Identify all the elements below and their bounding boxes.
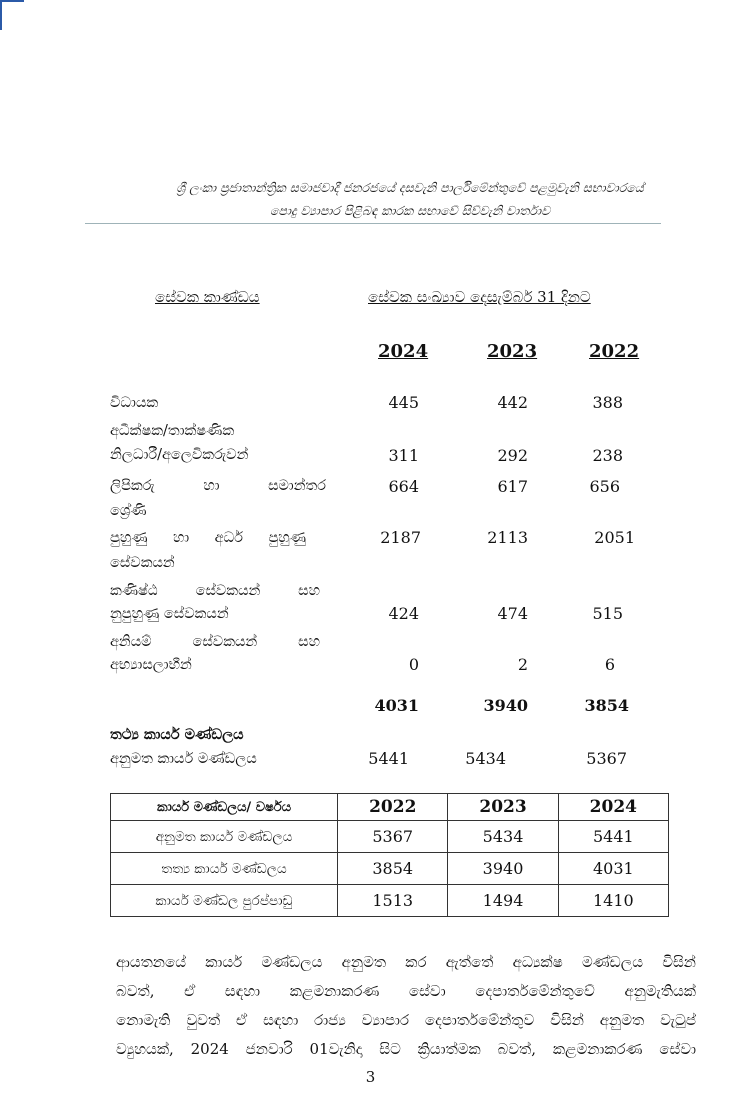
summary-header-2024: 2024 — [558, 794, 668, 821]
cell-clerical-2022: 656 — [589, 477, 620, 496]
cell-skilled-2024: 2187 — [380, 528, 421, 547]
approved-cadre-label: අනුමත කාර්ය මණ්ඩලය — [110, 751, 257, 767]
category-heading: සේවක කාණ්ඩය — [155, 288, 260, 306]
row-label-skilled-line2: සේවකයන් — [110, 555, 175, 571]
summary-cell: 1410 — [558, 885, 668, 917]
summary-cell: 5367 — [338, 821, 448, 853]
approved-2022: 5367 — [586, 749, 627, 768]
row-label-casual-line1: අනියම් සේවකයන් සහ — [110, 634, 320, 650]
row-label-clerical-line2: ශ්‍රේණි — [110, 503, 147, 519]
page-number: 3 — [365, 1068, 376, 1086]
cell-casual-2024: 0 — [408, 655, 419, 674]
summary-cell: 3940 — [448, 853, 558, 885]
paragraph-line: නොමැති වුවත් ඒ සඳහා රාජ්‍ය ව්‍යාපාර දෙපාර්තමේන්තුව විසින් අනුමත වැටුප් — [116, 1011, 696, 1029]
summary-header-row — [111, 794, 669, 821]
cell-skilled-2022: 2051 — [594, 528, 635, 547]
cell-supervisory-2023: 292 — [497, 446, 528, 465]
cell-junior-2023: 474 — [497, 604, 528, 623]
cadre-summary-table — [110, 793, 669, 917]
summary-header-2023: 2023 — [448, 794, 558, 821]
summary-row-label-vacancies: කාර්ය මණ්ඩල පුරප්පාඩු — [111, 885, 338, 917]
row-label-supervisory-line2: නිලධාරී/අලෙවිකරුවන් — [110, 447, 249, 463]
paragraph-line: ආයතනයේ කාර්ය මණ්ඩලය අනුමත කර ඇත්තේ අධ්‍යක්ෂ මණ්ඩලය විසින් — [116, 953, 696, 971]
summary-row-label-actual: තත්‍ය කාර්ය මණ්ඩලය — [111, 853, 338, 885]
total-2024: 4031 — [374, 696, 419, 715]
summary-cell: 5434 — [448, 821, 558, 853]
actual-cadre-label: තථ්‍ය කාර්ය මණ්ඩලය — [110, 726, 244, 743]
summary-header-category: කාර්ය මණ්ඩලය/ වර්ෂය — [111, 794, 338, 821]
approved-2023: 5434 — [465, 749, 506, 768]
total-2022: 3854 — [584, 696, 629, 715]
cell-junior-2022: 515 — [592, 604, 623, 623]
row-label-junior-line1: කණිෂ්ඨ සේවකයන් සහ — [110, 583, 320, 599]
summary-cell: 1494 — [448, 885, 558, 917]
year-header-2024: 2024 — [378, 341, 429, 362]
cell-clerical-2023: 617 — [497, 477, 528, 496]
count-heading: සේවක සංඛ්‍යාව දෙසැම්බර් 31 දිනට — [368, 288, 591, 306]
cell-executive-2023: 442 — [497, 393, 528, 412]
total-2023: 3940 — [483, 696, 528, 715]
paragraph-line: ව්‍යුහයක්, 2024 ජනවාරි 01වැනිදා සිට ක්‍රියාත්මක බවත්, කළමනාකරණ සේවා — [116, 1040, 696, 1058]
year-header-2022: 2022 — [589, 341, 640, 362]
row-label-clerical-line1: ලිපිකරු හා සමාන්තර — [110, 478, 326, 494]
row-label-junior-line2: නුපුහුණු සේවකයන් — [110, 606, 229, 622]
row-label-skilled-line1: පුහුණු හා අර්ධ පුහුණු — [110, 530, 306, 546]
table-row — [111, 885, 669, 917]
row-label-casual-line2: අභ්‍යාසලාභීන් — [110, 657, 192, 673]
paragraph-line: බවත්, ඒ සඳහා කළමනාකරණ සේවා දෙපාර්තමේන්තුවේ අනුමැතියක් — [116, 982, 696, 1000]
summary-row-label-approved: අනුමත කාර්ය මණ්ඩලය — [111, 821, 338, 853]
cell-casual-2022: 6 — [604, 655, 615, 674]
report-header-line-2: පොදු ව්‍යාපාර පිළිබඳ කාරක සභාවේ සිව්වැනි වාර්තාව — [269, 203, 551, 218]
table-row — [111, 821, 669, 853]
cell-clerical-2024: 664 — [388, 477, 419, 496]
row-label-supervisory-line1: අධීක්ෂක/තාක්ෂණික — [110, 423, 235, 439]
summary-cell: 1513 — [338, 885, 448, 917]
cell-supervisory-2022: 238 — [592, 446, 623, 465]
corner-crop-mark — [0, 0, 24, 30]
cell-casual-2023: 2 — [517, 655, 528, 674]
body-paragraph — [116, 948, 696, 1064]
table-row — [111, 853, 669, 885]
cell-junior-2024: 424 — [388, 604, 419, 623]
summary-cell: 3854 — [338, 853, 448, 885]
report-header-line-1: ශ්‍රී ලංකා ප්‍රජාතාන්ත්‍රික සමාජවාදී ජනරජයේ දසවැනි පාර්ලිමේන්තුවේ පළමුවැනි සභාවාරයේ — [176, 180, 644, 195]
summary-cell: 4031 — [558, 853, 668, 885]
cell-skilled-2023: 2113 — [487, 528, 528, 547]
row-label-executive: විධායක — [110, 395, 159, 411]
cell-executive-2022: 388 — [592, 393, 623, 412]
summary-cell: 5441 — [558, 821, 668, 853]
approved-2024: 5441 — [368, 749, 409, 768]
cell-supervisory-2024: 311 — [388, 446, 419, 465]
year-header-2023: 2023 — [487, 341, 538, 362]
header-divider — [85, 223, 661, 224]
summary-header-2022: 2022 — [338, 794, 448, 821]
cell-executive-2024: 445 — [388, 393, 419, 412]
